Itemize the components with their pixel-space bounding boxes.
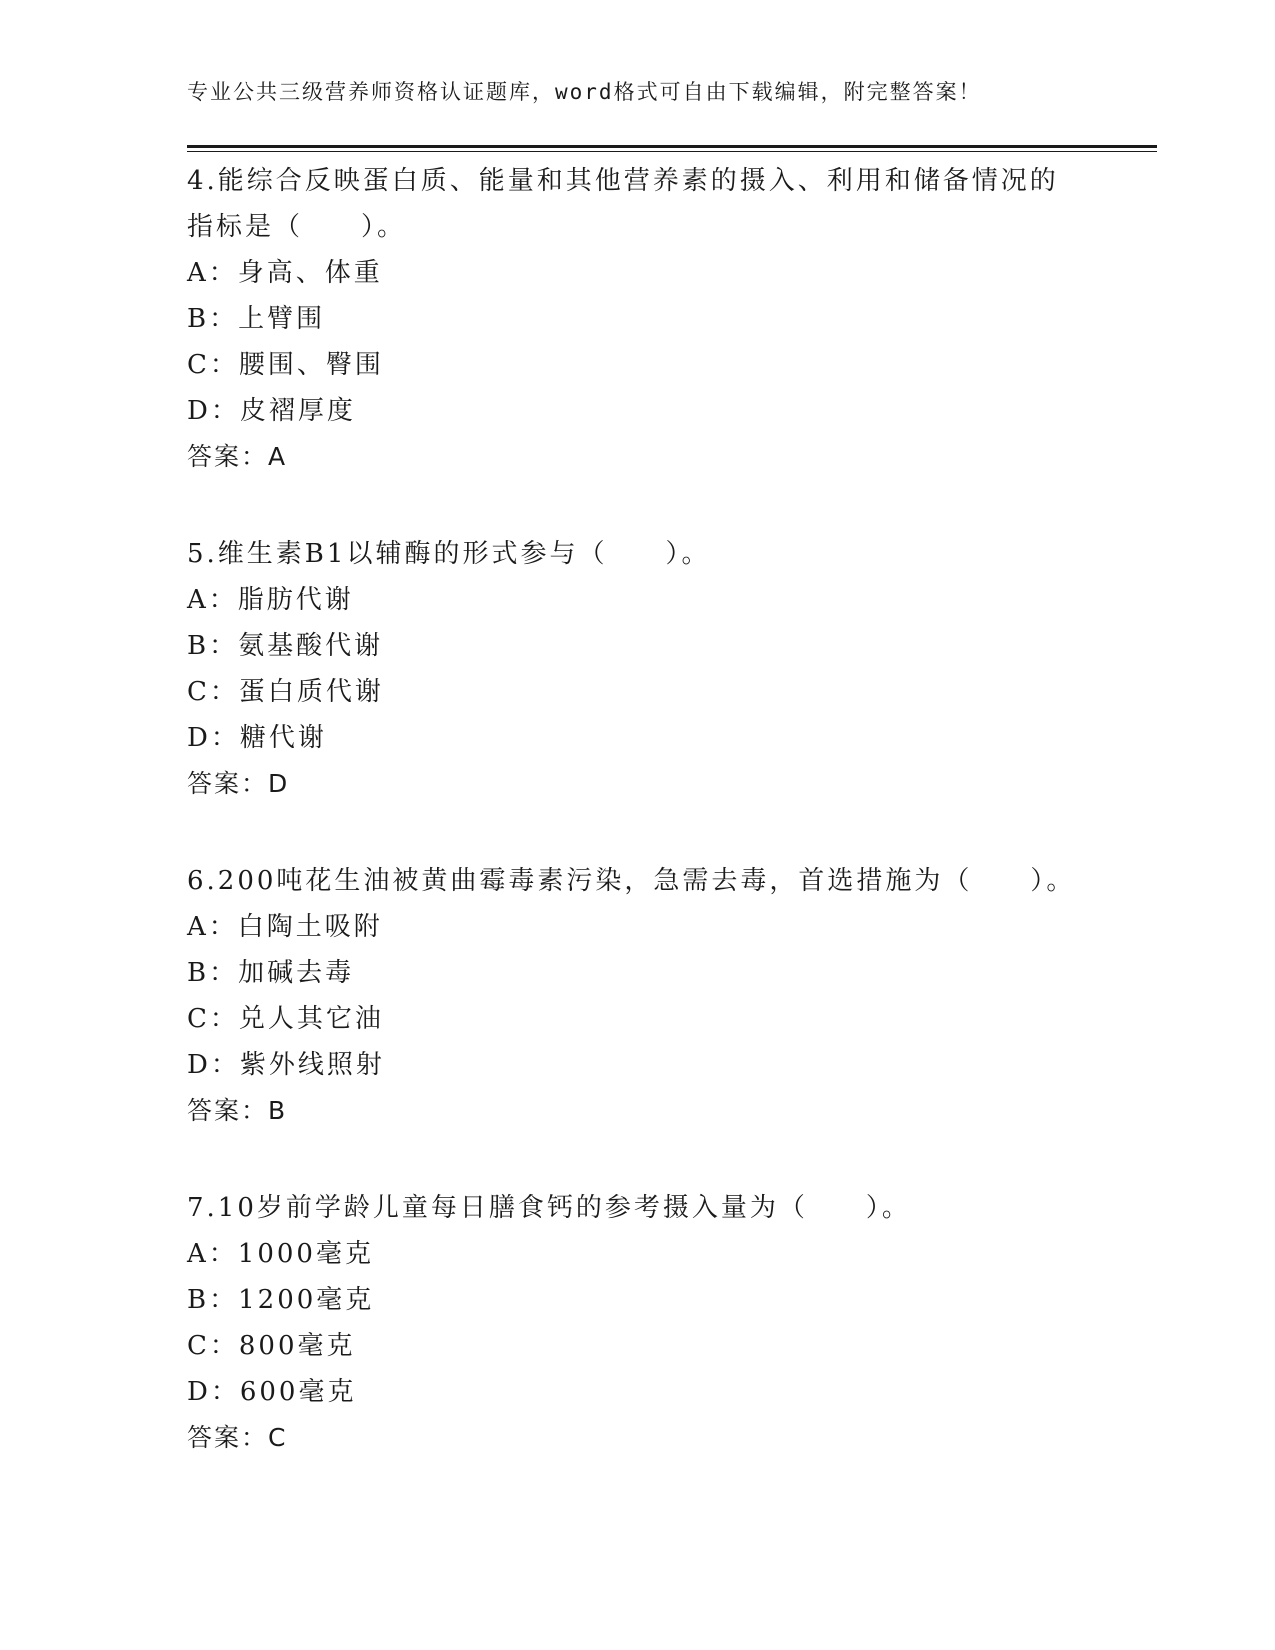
question-stem: 4.能综合反映蛋白质、能量和其他营养素的摄入、利用和储备情况的 [187, 166, 1059, 196]
option-b: B：加碱去毒 [187, 958, 355, 988]
option-b: B：上臂围 [187, 304, 326, 334]
header-rule-thin [187, 151, 1157, 152]
option-c: C：蛋白质代谢 [187, 677, 384, 707]
option-a: A：白陶土吸附 [187, 912, 383, 942]
question-list [187, 158, 1087, 1461]
answer: 答案：D [187, 769, 290, 798]
option-d: D：糖代谢 [187, 723, 327, 753]
header-rule-thick [187, 145, 1157, 148]
answer: 答案：C [187, 1423, 288, 1452]
option-a: A：脂肪代谢 [187, 585, 354, 615]
answer: 答案：B [187, 1096, 288, 1125]
question-stem: 5.维生素B1以辅酶的形式参与（ ）。 [187, 539, 711, 569]
option-d: D：紫外线照射 [187, 1050, 385, 1080]
question-stem-continued: 指标是（ ）。 [187, 212, 407, 242]
question-stem: 7.10岁前学龄儿童每日膳食钙的参考摄入量为（ ）。 [187, 1193, 911, 1223]
option-c: C：腰围、臀围 [187, 350, 384, 380]
option-b: B：1200毫克 [187, 1285, 375, 1315]
option-c: C：兑人其它油 [187, 1004, 384, 1034]
option-a: A：身高、体重 [187, 258, 383, 288]
option-b: B：氨基酸代谢 [187, 631, 384, 661]
question-4 [187, 158, 1087, 480]
option-d: D：皮褶厚度 [187, 396, 356, 426]
page-header: 专业公共三级营养师资格认证题库，word格式可自由下载编辑，附完整答案！ [187, 80, 982, 104]
option-c: C：800毫克 [187, 1331, 356, 1361]
answer: 答案：A [187, 442, 288, 471]
question-5 [187, 531, 1087, 807]
question-6 [187, 858, 1087, 1134]
question-7 [187, 1185, 1087, 1461]
question-stem: 6.200吨花生油被黄曲霉毒素污染，急需去毒，首选措施为（ ）。 [187, 866, 1076, 896]
option-a: A：1000毫克 [187, 1239, 374, 1269]
option-d: D：600毫克 [187, 1377, 357, 1407]
